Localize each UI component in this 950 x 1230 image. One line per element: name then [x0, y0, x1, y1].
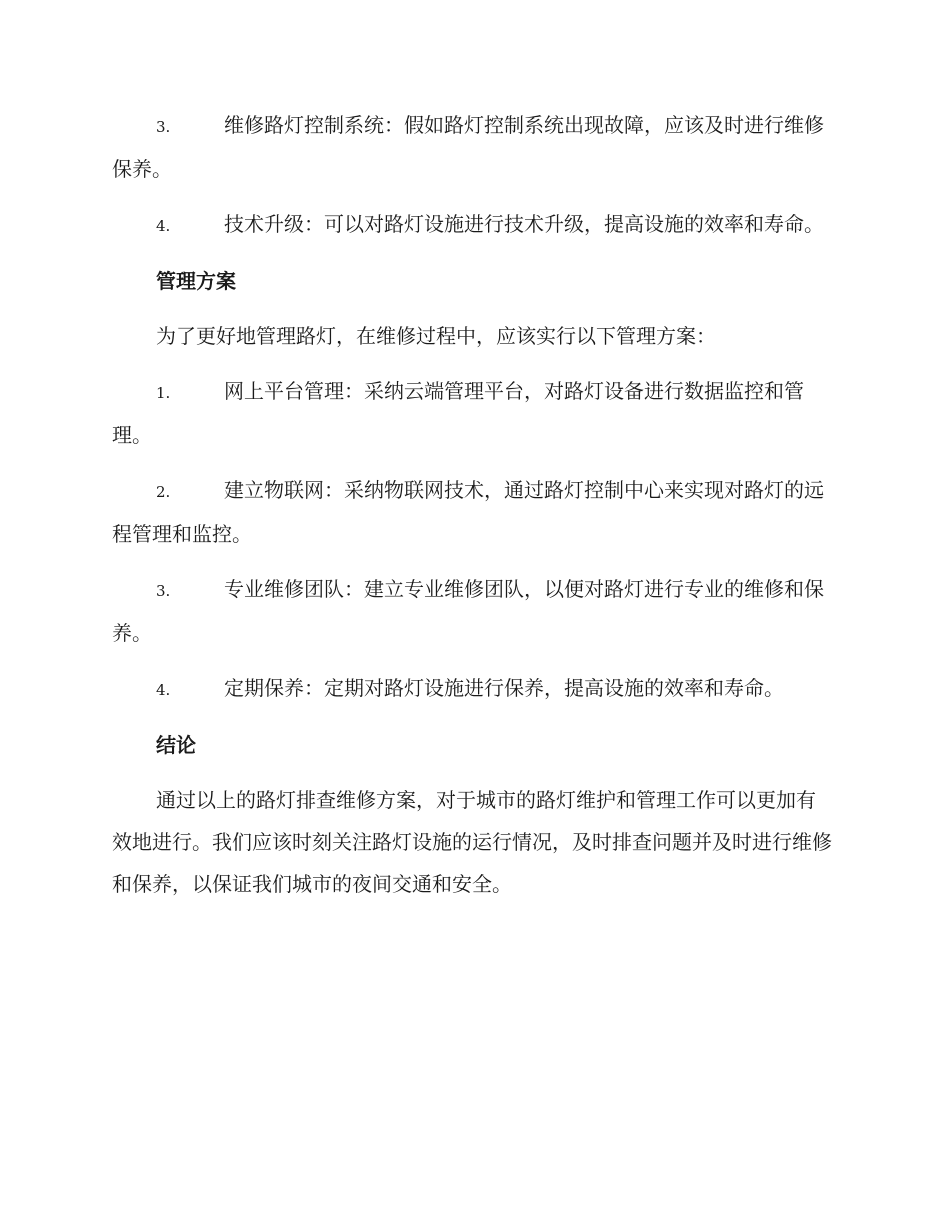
- list-item: [112, 104, 832, 190]
- section-heading-conclusion: 结论: [156, 733, 196, 757]
- list-item: [112, 203, 832, 247]
- list-text: 技术升级：可以对路灯设施进行技术升级，提高设施的效率和寿命。: [224, 212, 824, 236]
- document-page: [112, 104, 832, 918]
- list-number: 4.: [156, 217, 171, 235]
- list-number: 1.: [156, 384, 171, 402]
- section-heading-management: 管理方案: [156, 269, 236, 293]
- list-text: 网上平台管理：采纳云端管理平台，对路灯设备进行数据监控和管理。: [112, 379, 804, 447]
- conclusion-text: 通过以上的路灯排查维修方案，对于城市的路灯维护和管理工作可以更加有效地进行。我们应该时刻关注路灯设施的运行情况，及时排查问题并及时进行维修和保养，以保证我们城市的夜间交通和安全。: [112, 788, 832, 896]
- management-intro: 为了更好地管理路灯，在维修过程中，应该实行以下管理方案：: [156, 324, 716, 348]
- list-number: 3.: [156, 582, 171, 600]
- list-item: [112, 370, 832, 456]
- list-number: 3.: [156, 118, 171, 136]
- list-text: 定期保养：定期对路灯设施进行保养，提高设施的效率和寿命。: [224, 676, 784, 700]
- list-item: [112, 667, 832, 711]
- list-item: [112, 469, 832, 555]
- list-item: [112, 568, 832, 654]
- list-text: 专业维修团队：建立专业维修团队，以便对路灯进行专业的维修和保养。: [112, 577, 824, 645]
- list-number: 4.: [156, 681, 171, 699]
- list-text: 建立物联网：采纳物联网技术，通过路灯控制中心来实现对路灯的远程管理和监控。: [112, 478, 824, 546]
- list-number: 2.: [156, 483, 171, 501]
- list-text: 维修路灯控制系统：假如路灯控制系统出现故障，应该及时进行维修保养。: [112, 113, 824, 181]
